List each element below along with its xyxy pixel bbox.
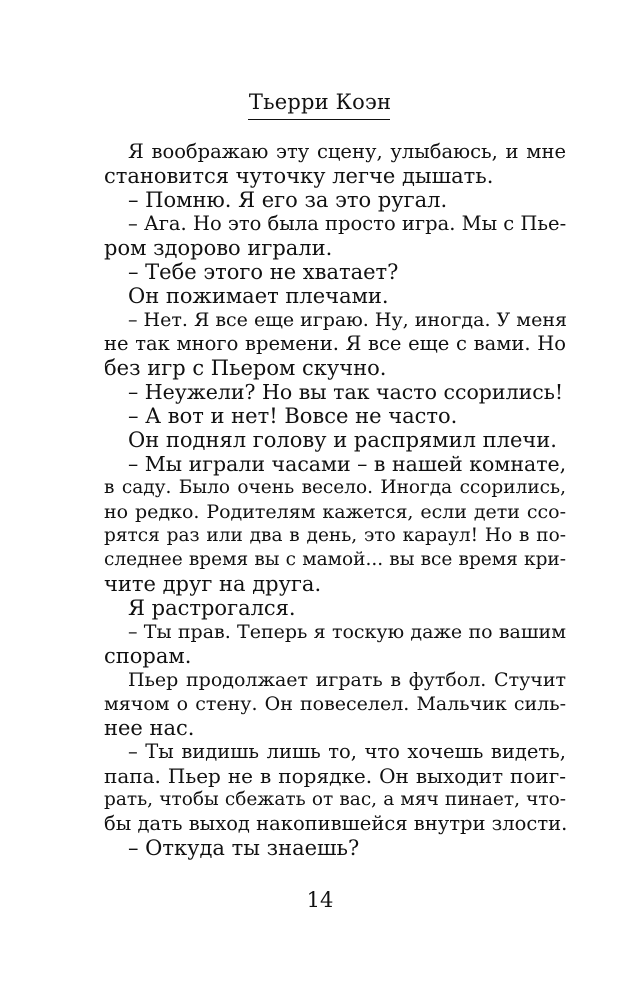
text-line: становится чуточку легче дышать.	[104, 164, 494, 188]
text-line: ром здорово играли.	[104, 236, 333, 260]
text-line: – Ты прав. Теперь я тоскую даже по вашим	[128, 621, 566, 643]
text-line: спорам.	[104, 644, 192, 668]
text-line: нее нас.	[104, 716, 195, 740]
text-line: следнее время вы с мамой... вы все время кри-	[104, 549, 566, 570]
page-number: 14	[306, 888, 334, 912]
text-line: – Откуда ты знаешь?	[128, 836, 360, 860]
text-line: без игр с Пьером скучно.	[104, 356, 387, 380]
text-line: – Ты видишь лишь то, что хочешь видеть,	[128, 740, 566, 763]
text-line: – А вот и нет! Вовсе не часто.	[128, 404, 458, 428]
text-line: Он пожимает плечами.	[128, 284, 389, 308]
text-line: – Неужели? Но вы так часто ссорились!	[128, 380, 564, 404]
text-line: – Нет. Я все еще играю. Ну, иногда. У меня	[128, 309, 567, 331]
text-line: – Ага. Но это была просто игра. Мы с Пье-	[128, 212, 567, 235]
text-line: рятся раз или два в день, это караул! Но в по-	[104, 525, 566, 546]
text-line: бы дать выход накопившейся внутри злости.	[104, 812, 568, 835]
text-line: не так много времени. Я все еще с вами. Но	[104, 332, 566, 355]
text-line: мячом о стену. Он повеселел. Мальчик силь-	[104, 693, 566, 715]
text-line: Пьер продолжает играть в футбол. Стучит	[128, 669, 566, 691]
text-line: чите друг на друга.	[104, 572, 322, 596]
text-line: рать, чтобы сбежать от вас, а мяч пинает, что-	[104, 789, 566, 810]
text-line: – Мы играли часами – в нашей комнате,	[128, 452, 567, 476]
text-line: в саду. Было очень весело. Иногда ссорились,	[104, 477, 566, 498]
running-header-author: Тьерри Коэн	[248, 90, 392, 114]
text-line: но редко. Родителям кажется, если дети ссо-	[104, 501, 566, 523]
text-line: – Помню. Я его за это ругал.	[128, 188, 448, 212]
text-line: Я воображаю эту сцену, улыбаюсь, и мне	[128, 140, 566, 163]
header-rule	[248, 119, 390, 120]
text-line: – Тебе этого не хватает?	[128, 260, 399, 284]
text-line: Я растрогался.	[128, 596, 296, 620]
text-line: Он поднял голову и распрямил плечи.	[128, 428, 557, 452]
text-line: папа. Пьер не в порядке. Он выходит поиг-	[104, 764, 566, 788]
body-text	[104, 140, 566, 860]
